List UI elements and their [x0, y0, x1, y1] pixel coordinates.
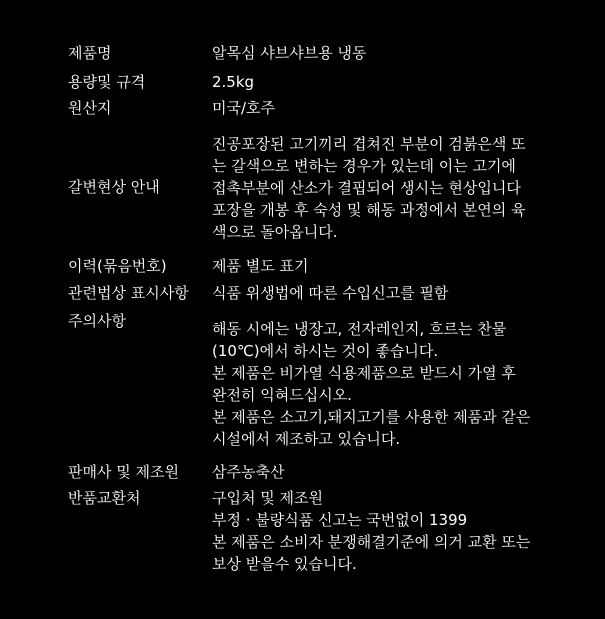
caution-value [212, 318, 542, 450]
value-line: 는 갈색으로 변하는 경우가 있는데 이는 고기에 [212, 157, 516, 175]
value-line: 제품 별도 표기 [212, 257, 309, 275]
value-line: 포장을 개봉 후 숙성 및 해동 과정에서 본연의 육 [212, 201, 526, 219]
legal-notice-value [212, 282, 542, 304]
returns-label: 반품교환처 [68, 489, 141, 507]
value-line: 완전히 익혀드십시오. [212, 386, 352, 404]
value-line: (10℃)에서 하시는 것이 좋습니다. [212, 342, 439, 360]
legal-notice-label: 관련법상 표시사항 [68, 284, 189, 302]
origin-label: 원산지 [68, 99, 112, 117]
seller-value [212, 461, 542, 483]
returns-value [212, 487, 542, 575]
value-line: 본 제품은 비가열 식용제품으로 받드시 가열 후 [212, 364, 516, 382]
value-line: 접촉부분에 산소가 결핍되어 생시는 현상입니다 [212, 179, 521, 197]
value-line: 진공포장된 고기끼리 겹쳐진 부분이 검붉은색 또 [212, 135, 526, 153]
value-line: 2.5kg [212, 73, 255, 91]
product-name-value [212, 42, 542, 64]
origin-value [212, 97, 542, 119]
value-line: 시설에서 제조하고 있습니다. [212, 430, 401, 448]
value-line: 해동 시에는 냉장고, 전자레인지, 흐르는 찬물 [212, 320, 507, 338]
traceability-value [212, 255, 542, 277]
value-line: 미국/호주 [212, 99, 276, 117]
value-line: 알목심 샤브샤브용 냉동 [212, 44, 367, 62]
value-line: 삼주농축산 [212, 463, 285, 481]
caution-label: 주의사항 [68, 312, 126, 330]
value-line: 보상 받을수 있습니다. [212, 555, 357, 573]
capacity-value [212, 71, 542, 93]
value-line: 부정 · 불량식품 신고는 국번없이 1399 [212, 511, 468, 529]
seller-label: 판매사 및 제조원 [68, 463, 179, 481]
value-line: 색으로 돌아옵니다. [212, 223, 338, 241]
value-line: 본 제품은 소고기,돼지고기를 사용한 제품과 같은 [212, 408, 531, 426]
product-name-label: 제품명 [68, 44, 112, 62]
traceability-label: 이력(묶음번호) [68, 257, 167, 275]
value-line: 구입처 및 제조원 [212, 489, 323, 507]
browning-notice-label: 갈변현상 안내 [68, 178, 160, 196]
value-line: 본 제품은 소비자 분쟁해결기준에 의거 교환 또는 [212, 533, 531, 551]
value-line: 식품 위생법에 따른 수입신고를 필함 [212, 284, 449, 302]
capacity-label: 용량및 규격 [68, 73, 146, 91]
browning-notice-value [212, 133, 542, 243]
